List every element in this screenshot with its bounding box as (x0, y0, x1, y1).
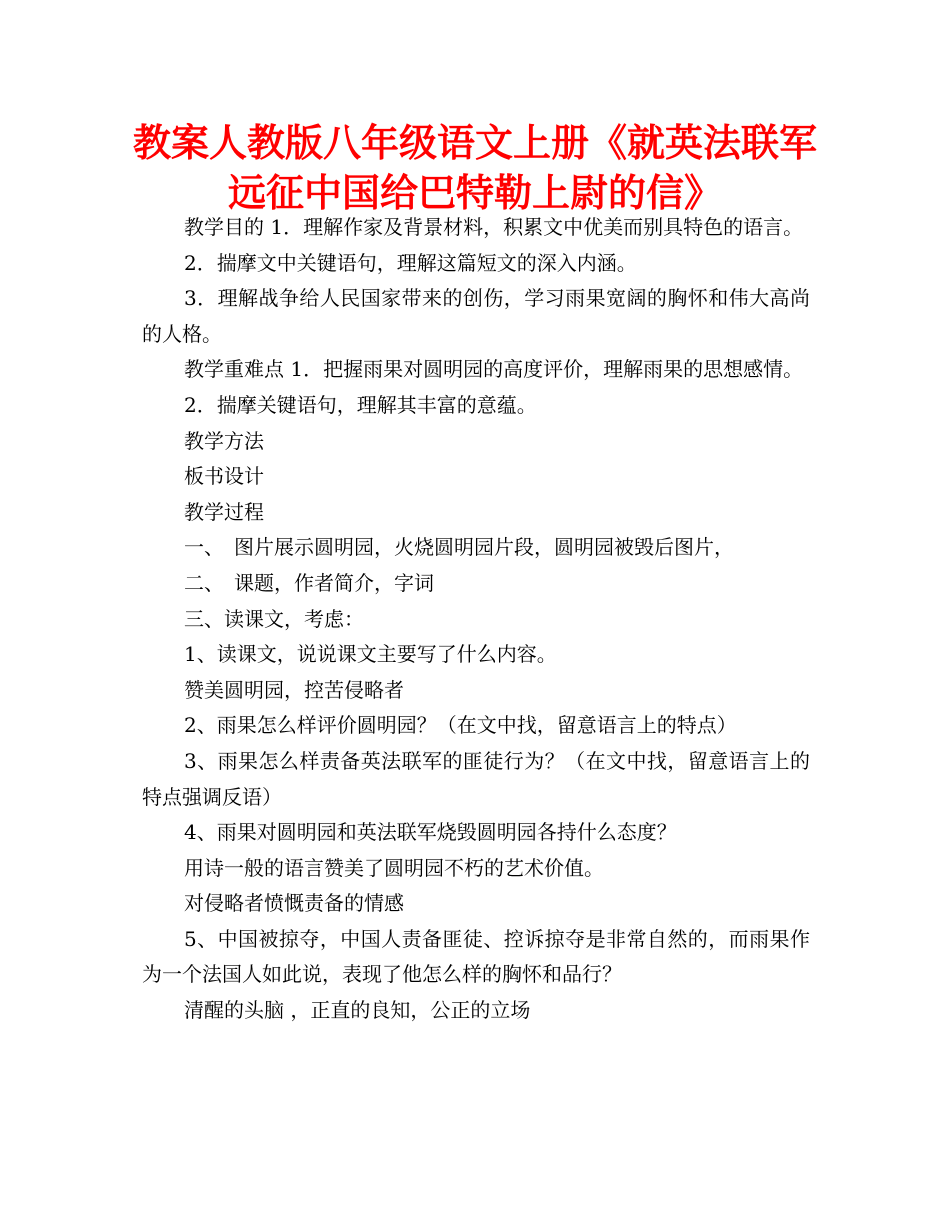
paragraph-question-5: 5、中国被掠夺，中国人责备匪徒、控诉掠夺是非常自然的，而雨果作为一个法国人如此说，表现了他怎么样的胸怀和品行？ (142, 926, 810, 987)
paragraph-objective-3: 3．理解战争给人民国家带来的创伤，学习雨果宽阔的胸怀和伟大高尚的人格。 (142, 286, 810, 346)
paragraph-answer-5: 清醒的头脑 ，正直的良知，公正的立场 (184, 998, 531, 1023)
paragraph-teaching-method: 教学方法 (184, 428, 264, 453)
paragraph-step-2: 二、 课题，作者简介，字词 (184, 570, 434, 595)
paragraph-answer-4b: 对侵略者愤慨责备的情感 (184, 891, 404, 916)
document-body (142, 210, 810, 1029)
paragraph-key-point-2: 2．揣摩关键语句，理解其丰富的意蕴。 (184, 392, 537, 417)
paragraph-question-2: 2、雨果怎么样评价圆明园？（在文中找，留意语言上的特点） (184, 713, 737, 738)
paragraph-question-3: 3、雨果怎么样责备英法联军的匪徒行为？（在文中找，留意语言上的特点强调反语） (142, 748, 810, 809)
document-title (0, 118, 950, 218)
paragraph-step-1: 一、 图片展示圆明园，火烧圆明园片段，圆明园被毁后图片， (184, 535, 734, 560)
paragraph-question-1: 1、读课文，说说课文主要写了什么内容。 (184, 642, 557, 667)
paragraph-objective-2: 2．揣摩文中关键语句，理解这篇短文的深入内涵。 (184, 250, 637, 275)
title-line-2: 远征中国给巴特勒上尉的信》 (227, 171, 722, 215)
paragraph-objectives: 教学目的 1．理解作家及背景材料，积累文中优美而别具特色的语言。 (184, 215, 804, 239)
paragraph-board-design: 板书设计 (184, 464, 264, 489)
title-line-1: 教案人教版八年级语文上册《就英法联军 (132, 121, 817, 165)
paragraph-question-4: 4、雨果对圆明园和英法联军烧毁圆明园各持什么态度？ (184, 820, 677, 845)
paragraph-answer-1: 赞美圆明园，控苦侵略者 (184, 677, 404, 702)
paragraph-key-points: 教学重难点 1．把握雨果对圆明园的高度评价，理解雨果的思想感情。 (184, 357, 804, 382)
paragraph-teaching-process: 教学过程 (184, 499, 264, 524)
paragraph-answer-4a: 用诗一般的语言赞美了圆明园不朽的艺术价值。 (184, 855, 604, 880)
paragraph-step-3: 三、读课文，考虑： (184, 606, 364, 631)
